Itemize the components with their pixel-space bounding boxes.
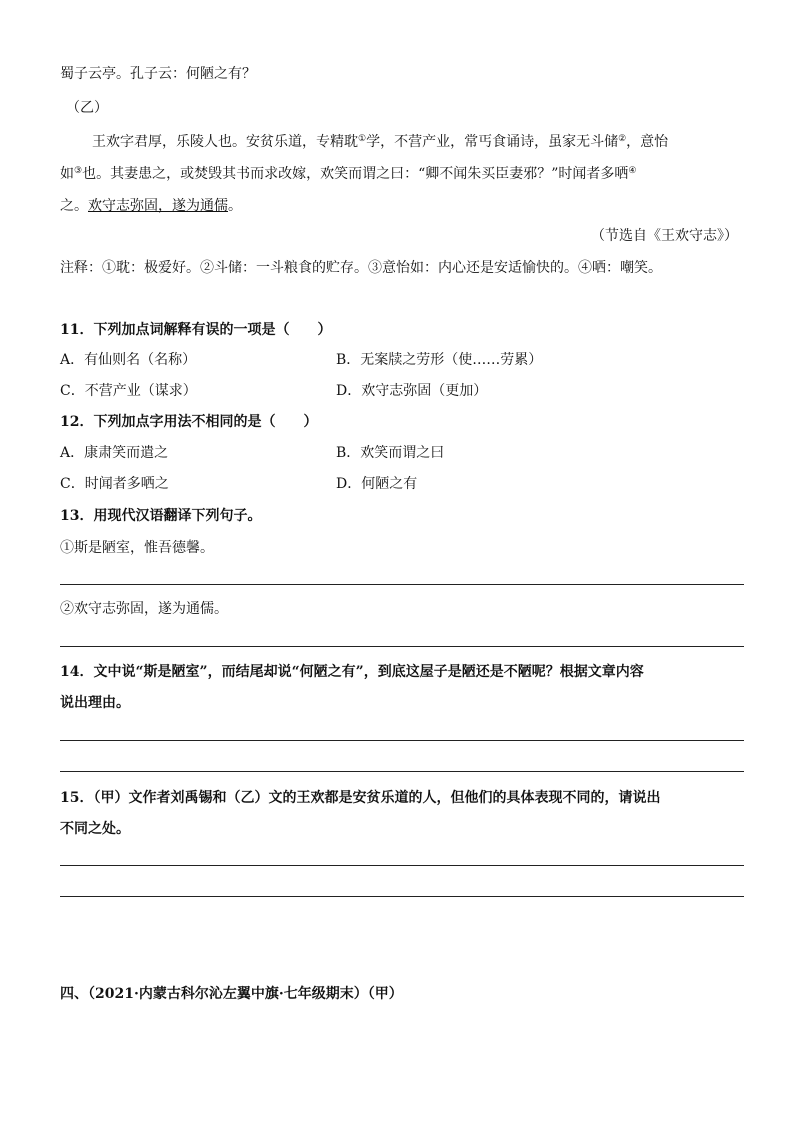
q11-stem: 11．下列加点词解释有误的一项是（ ） [60, 322, 332, 338]
passage-paragraph-line-3 [60, 196, 742, 216]
section-4-heading: 四、（2021·内蒙古科尔沁左翼中旗·七年级期末）（甲） [60, 986, 403, 1002]
q15-stem-line-1: 15．（甲）文作者刘禹锡和（乙）文的王欢都是安贫乐道的人，但他们的具体表现不同的，请说出 [60, 790, 661, 806]
q14-stem-line-1: 14．文中说“斯是陋室”，而结尾却说“何陋之有”，到底这屋子是陋还是不陋呢？根据文章内容 [60, 664, 644, 680]
answer-line[interactable] [60, 896, 744, 897]
answer-line[interactable] [60, 646, 744, 647]
passage-text: 也。其妻患之，或焚毁其书而求改嫁，欢笑而谓之曰：“卿不闻朱买臣妻邪？”时闻者多哂 [82, 166, 629, 182]
q13-stem: 13．用现代汉语翻译下列句子。 [60, 508, 262, 524]
footnote-marker: ① [358, 134, 367, 144]
q15-stem-line-2: 不同之处。 [60, 821, 130, 837]
q14-stem-line-2: 说出理由。 [60, 695, 130, 711]
q13-sentence-1: ①斯是陋室，惟吾德馨。 [60, 540, 214, 556]
passage-paragraph-line-1 [92, 132, 742, 152]
q11-option-c: C．不营产业（谋求） [60, 383, 197, 399]
passage-source: （节选自《王欢守志》） [591, 228, 738, 244]
footnote-marker: ③ [74, 166, 83, 176]
passage-text: 王欢字君厚，乐陵人也。安贫乐道，专精耽 [92, 134, 358, 150]
passage-yi-label: （乙） [66, 100, 108, 116]
q13-sentence-2: ②欢守志弥固，遂为通儒。 [60, 601, 228, 617]
q12-option-b: B．欢笑而谓之曰 [336, 445, 445, 461]
passage-notes: 注释：①耽：极爱好。②斗储：一斗粮食的贮存。③意怡如：内心还是安适愉快的。④哂：嘲笑。 [60, 260, 662, 276]
answer-line[interactable] [60, 584, 744, 585]
passage-paragraph-line-2 [60, 164, 742, 184]
q11-option-d: D．欢守志弥固（更加） [336, 383, 488, 399]
underlined-sentence: 欢守志弥固，遂为通儒 [88, 198, 228, 214]
q11-option-a: A．有仙则名（名称） [60, 352, 197, 368]
answer-line[interactable] [60, 740, 744, 741]
q12-option-d: D．何陋之有 [336, 476, 418, 492]
answer-line[interactable] [60, 771, 744, 772]
passage-text: 。 [228, 198, 242, 214]
passage-text: 如 [60, 166, 74, 182]
passage-text: 之。 [60, 198, 88, 214]
q12-option-a: A．康肃笑而遣之 [60, 445, 169, 461]
footnote-marker: ④ [628, 166, 637, 176]
q11-option-b: B．无案牍之劳形（使……劳累） [336, 352, 543, 368]
passage-text: 学，不营产业，常丐食诵诗，虽家无斗储 [366, 134, 619, 150]
footnote-marker: ② [618, 134, 627, 144]
q12-option-c: C．时闻者多哂之 [60, 476, 169, 492]
passage-text: ，意怡 [626, 134, 669, 150]
passage-line-1: 蜀子云亭。孔子云：何陋之有？ [60, 66, 256, 82]
q12-stem: 12．下列加点字用法不相同的是（ ） [60, 414, 318, 430]
answer-line[interactable] [60, 865, 744, 866]
